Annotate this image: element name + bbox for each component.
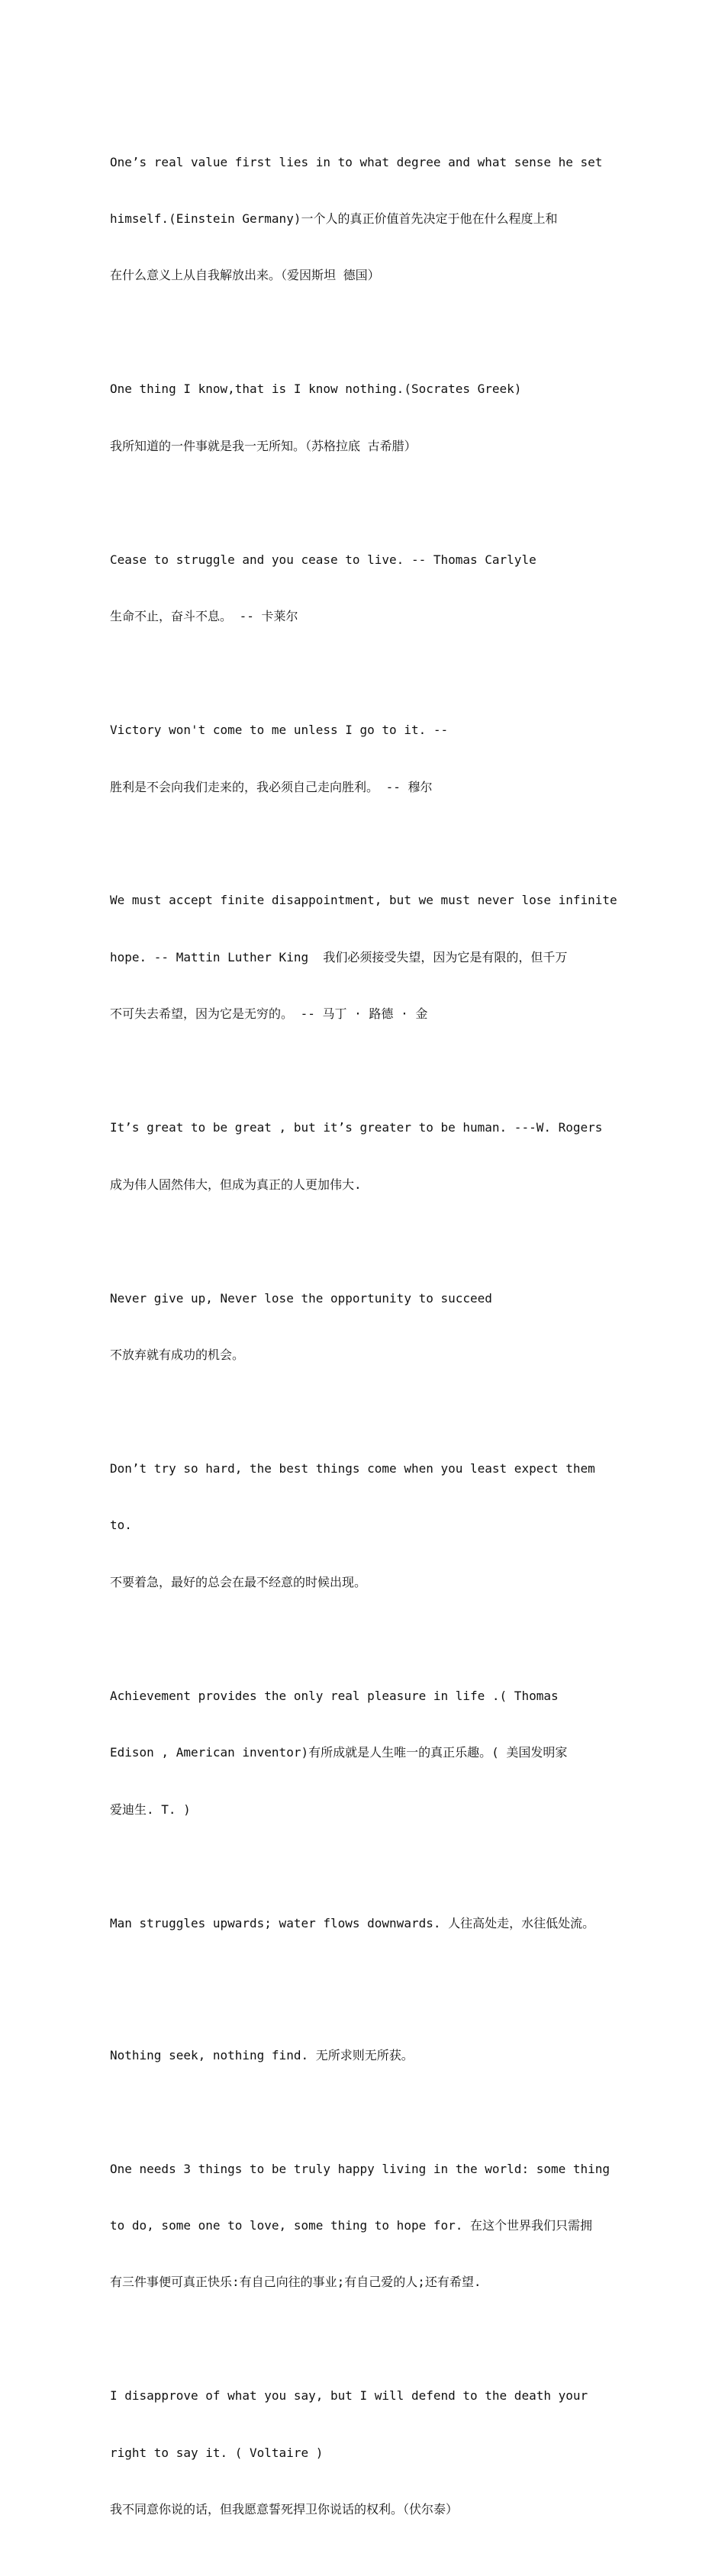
quote-block [110,115,621,324]
quote-block [110,1422,621,1630]
text-line: 不放弃就有成功的机会。 [110,1348,245,1363]
text-line: 成为伟人固然伟大，但成为真正的人更加伟大. [110,1177,362,1192]
quote-block [110,684,621,835]
quote-block [110,1649,621,1857]
text-line: Achievement provides the only real pleasure in life .( Thomas [110,1688,559,1703]
text-line: Don’t try so hard, the best things come when you least expect them [110,1461,595,1476]
text-line: 不要着急，最好的总会在最不经意的时候出现。 [110,1574,367,1589]
text-line: One needs 3 things to be truly happy living in the world: some thing [110,2161,611,2176]
quote-block [110,343,621,494]
text-line: 在什么意义上从自我解放出来。（爱因斯坦 德国） [110,268,380,283]
text-line: One’s real value first lies in to what degree and what sense he set [110,154,603,169]
quote-block [110,1251,621,1402]
quote-block [110,1876,621,1971]
text-line: 生命不止，奋斗不息。 -- 卡莱尔 [110,609,298,624]
text-line: It’s great to be great , but it’s greater to be human. ---W. Rogers [110,1120,603,1135]
quote-block [110,1081,621,1232]
text-line: Never give up, Never lose the opportunity to succeed [110,1290,492,1306]
text-line: right to say it. ( Voltaire ) [110,2445,324,2460]
text-line: Man struggles upwards; water flows downwards. 人往高处走，水往低处流。 [110,1915,595,1930]
text-line: 爱迪生. T. ) [110,1802,191,1817]
text-line: 我不同意你说的话，但我愿意誓死捍卫你说话的权利。（伏尔泰） [110,2502,459,2517]
quote-block [110,854,621,1062]
text-line: himself.(Einstein Germany)一个人的真正价值首先决定于他在什么程度上和 [110,211,558,226]
quote-block [110,2122,621,2330]
text-line: Edison , American inventor)有所成就是人生唯一的真正乐趣。( 美国发明家 [110,1745,568,1760]
text-line: 我所知道的一件事就是我一无所知。（苏格拉底 古希腊） [110,438,417,453]
text-line: to. [110,1518,132,1533]
quote-block [110,2349,621,2558]
text-line: One thing I know,that is I know nothing.(Socrates Greek) [110,382,522,397]
text-line: 不可失去希望，因为它是无穷的。 -- 马丁 · 路德 · 金 [110,1006,428,1022]
text-line: 胜利是不会向我们走来的，我必须自己走向胜利。 -- 穆尔 [110,779,433,794]
text-line: We must accept finite disappointment, but we must never lose infinite [110,893,617,908]
text-line: Cease to struggle and you cease to live. -- Thomas Carlyle [110,552,536,567]
quote-block [110,2008,621,2103]
text-line: Nothing seek, nothing find. 无所求则无所获。 [110,2047,414,2062]
text-line: 有三件事便可真正快乐:有自己向往的事业;有自己爱的人;还有希望. [110,2275,482,2290]
text-line: Victory won't come to me unless I go to it. -- [110,723,449,738]
text-line: to do, some one to love, some thing to hope for. 在这个世界我们只需拥 [110,2217,593,2233]
text-line: I disapprove of what you say, but I will defend to the death your [110,2388,588,2404]
document-body [110,115,621,2576]
text-line: hope. -- Mattin Luther King 我们必须接受失望，因为它是有限的，但千万 [110,949,568,964]
quote-block [110,513,621,664]
